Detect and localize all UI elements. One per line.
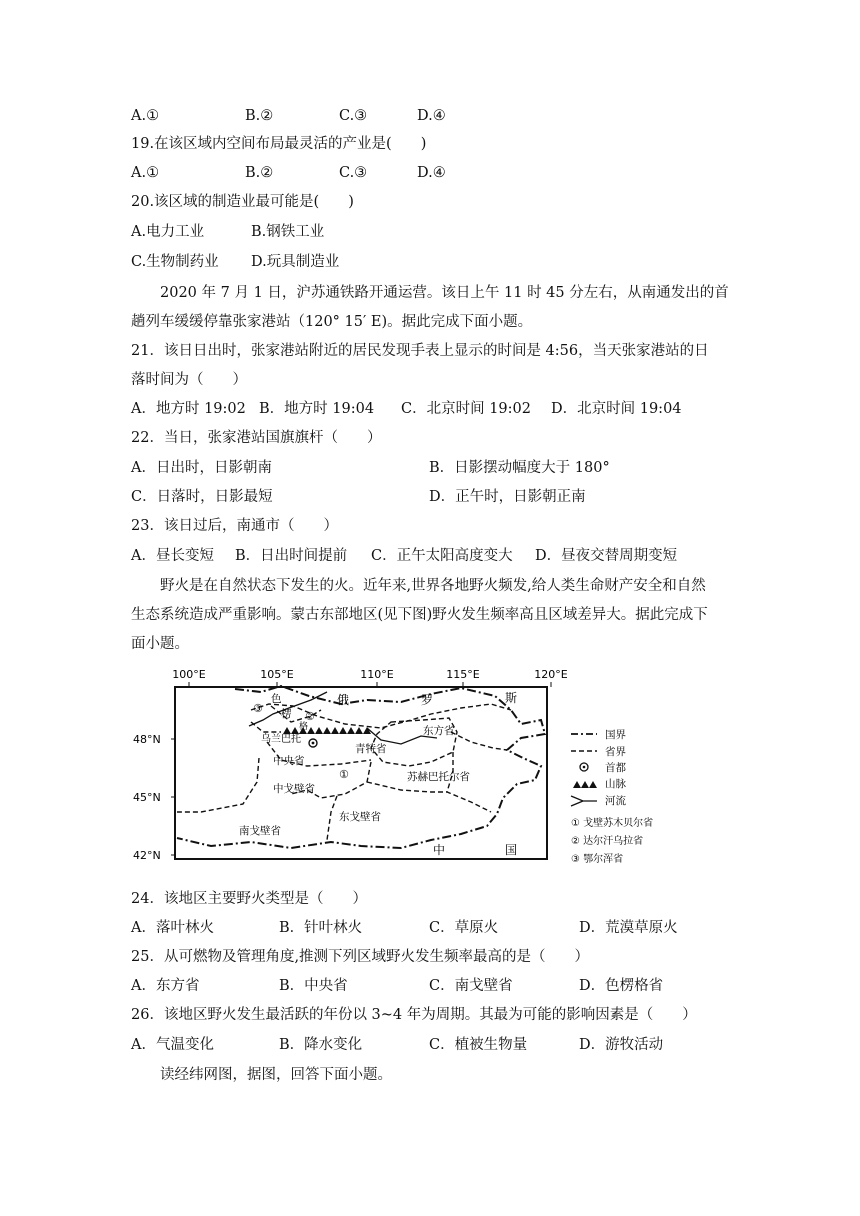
province-label-dornod: 东方省 <box>423 725 455 737</box>
q18-option-c: C.③ <box>339 108 368 124</box>
q22-option-b: B．日影摆动幅度大于 180° <box>429 460 610 476</box>
capital-dot <box>312 742 315 745</box>
legend-capital: 首都 <box>605 762 626 774</box>
province-label-dundgovi: 中戈壁省 <box>273 783 315 795</box>
q22-stem: 22．当日，张家港站国旗旗杆（ ） <box>131 430 382 446</box>
passage1-line2: 趟列车缓缓停靠张家港站（120° 15′ E)。据此完成下面小题。 <box>131 314 533 330</box>
q26-option-c: C．植被生物量 <box>429 1037 528 1053</box>
passage2-line2: 生态系统造成严重影响。蒙古东部地区(见下图)野火发生频率高且区域差异大。据此完成下 <box>131 607 708 623</box>
legend-mountain: 山脉 <box>605 778 626 790</box>
passage2-line1: 野火是在自然状态下发生的火。近年来,世界各地野火频发,给人类生命财产安全和自然 <box>160 578 706 594</box>
passage2-line3: 面小题。 <box>131 636 189 652</box>
national-border <box>177 686 545 848</box>
q21-option-b: B．地方时 19:04 <box>259 401 375 417</box>
q19-option-a: A.① <box>131 165 160 181</box>
q20-option-b: B.钢铁工业 <box>251 224 325 240</box>
q19-stem: 19.在该区域内空间布局最灵活的产业是( ) <box>131 136 427 152</box>
province-label-khentii: 青特省 <box>355 743 387 755</box>
lat-label-48: 48°N <box>133 733 161 746</box>
q19-option-b: B.② <box>245 165 274 181</box>
q26-stem: 26．该地区野火发生最活跃的年份以 3~4 年为周期。其最为可能的影响因素是（ ） <box>131 1007 697 1023</box>
map-frame <box>175 687 547 859</box>
q20-option-d: D.玩具制造业 <box>251 254 340 270</box>
q19-option-c: C.③ <box>339 165 368 181</box>
map-legend <box>571 729 653 865</box>
lon-label-115: 115°E <box>446 668 480 681</box>
q18-option-a: A.① <box>131 108 160 124</box>
country-label-luo: 罗 <box>421 693 434 707</box>
q26-option-b: B．降水变化 <box>279 1037 363 1053</box>
mongolia-map-figure <box>131 662 691 872</box>
marker-3: ③ <box>253 702 263 715</box>
legend-national-border: 国界 <box>605 729 626 741</box>
q22-option-a: A．日出时，日影朝南 <box>131 460 272 476</box>
lat-label-45: 45°N <box>133 791 161 804</box>
legend-river: 河流 <box>605 795 626 807</box>
passage1-line1: 2020 年 7 月 1 日，沪苏通铁路开通运营。该日上午 11 时 45 分左右，从南通发出的首 <box>160 285 729 301</box>
lat-label-42: 42°N <box>133 849 161 862</box>
province-label-se: 色 <box>271 693 282 705</box>
mountain-range <box>283 727 371 734</box>
q25-option-a: A．东方省 <box>131 978 200 994</box>
q21-stem-line2: 落时间为（ ） <box>131 372 247 388</box>
q23-option-d: D．昼夜交替周期变短 <box>535 548 678 564</box>
q25-option-d: D．色楞格省 <box>579 978 664 994</box>
closing-instruction: 读经纬网图，据图，回答下面小题。 <box>160 1067 392 1083</box>
marker-2: ② <box>305 710 315 723</box>
q20-option-a: A.电力工业 <box>131 224 205 240</box>
province-label-ge: 格 <box>299 722 309 732</box>
lon-ticks <box>171 682 551 855</box>
q25-option-b: B．中央省 <box>279 978 348 994</box>
q22-option-d: D．正午时，日影朝正南 <box>429 489 586 505</box>
q21-option-c: C．北京时间 19:02 <box>401 401 531 417</box>
legend-marker-3: ③ 鄂尔浑省 <box>571 854 624 865</box>
q21-option-a: A．地方时 19:02 <box>131 401 246 417</box>
q20-option-c: C.生物制药业 <box>131 254 219 270</box>
province-label-omnogovi: 南戈壁省 <box>239 825 281 837</box>
legend-province-border: 省界 <box>605 746 626 758</box>
q24-option-b: B．针叶林火 <box>279 920 363 936</box>
q22-option-c: C．日落时，日影最短 <box>131 489 273 505</box>
q23-option-c: C．正午太阳高度变大 <box>371 548 513 564</box>
q20-stem: 20.该区域的制造业最可能是( ) <box>131 194 354 210</box>
marker-1: ① <box>339 768 349 781</box>
q18-option-d: D.④ <box>417 108 446 124</box>
legend-marker-2: ② 达尔汗乌拉省 <box>571 836 644 847</box>
legend-marker-1: ① 戈壁苏木贝尔省 <box>571 818 654 829</box>
country-label-guo: 国 <box>505 843 518 857</box>
lon-label-105: 105°E <box>260 668 294 681</box>
q23-stem: 23．该日过后，南通市（ ） <box>131 518 338 534</box>
q19-option-d: D.④ <box>417 165 446 181</box>
province-label-sukhbaatar: 苏赫巴托尔省 <box>407 771 470 783</box>
lon-label-110: 110°E <box>360 668 394 681</box>
q21-option-d: D．北京时间 19:04 <box>551 401 682 417</box>
q23-option-a: A．昼长变短 <box>131 548 214 564</box>
q25-stem: 25．从可燃物及管理角度,推测下列区域野火发生频率最高的是（ ） <box>131 949 590 965</box>
q26-option-a: A．气温变化 <box>131 1037 214 1053</box>
q23-option-b: B．日出时间提前 <box>235 548 348 564</box>
q21-stem-line1: 21．该日日出时，张家港站附近的居民发现手表上显示的时间是 4:56，当天张家港站的日 <box>131 343 709 359</box>
country-label-e: 俄 <box>337 693 350 707</box>
q24-option-d: D．荒漠草原火 <box>579 920 678 936</box>
city-label-ulaanbaatar: 乌兰巴托 <box>261 734 301 745</box>
q18-option-b: B.② <box>245 108 274 124</box>
province-label-central: 中央省 <box>273 755 305 767</box>
province-label-dornogovi: 东戈壁省 <box>339 811 381 823</box>
q26-option-d: D．游牧活动 <box>579 1037 664 1053</box>
q24-option-c: C．草原火 <box>429 920 499 936</box>
country-label-si: 斯 <box>505 691 518 705</box>
lon-label-100: 100°E <box>172 668 206 681</box>
q24-option-a: A．落叶林火 <box>131 920 214 936</box>
q24-stem: 24．该地区主要野火类型是（ ） <box>131 891 367 907</box>
country-label-zhong: 中 <box>433 843 446 857</box>
q25-option-c: C．南戈壁省 <box>429 978 513 994</box>
lon-label-120: 120°E <box>534 668 568 681</box>
province-label-leng: 楞 <box>281 708 292 720</box>
